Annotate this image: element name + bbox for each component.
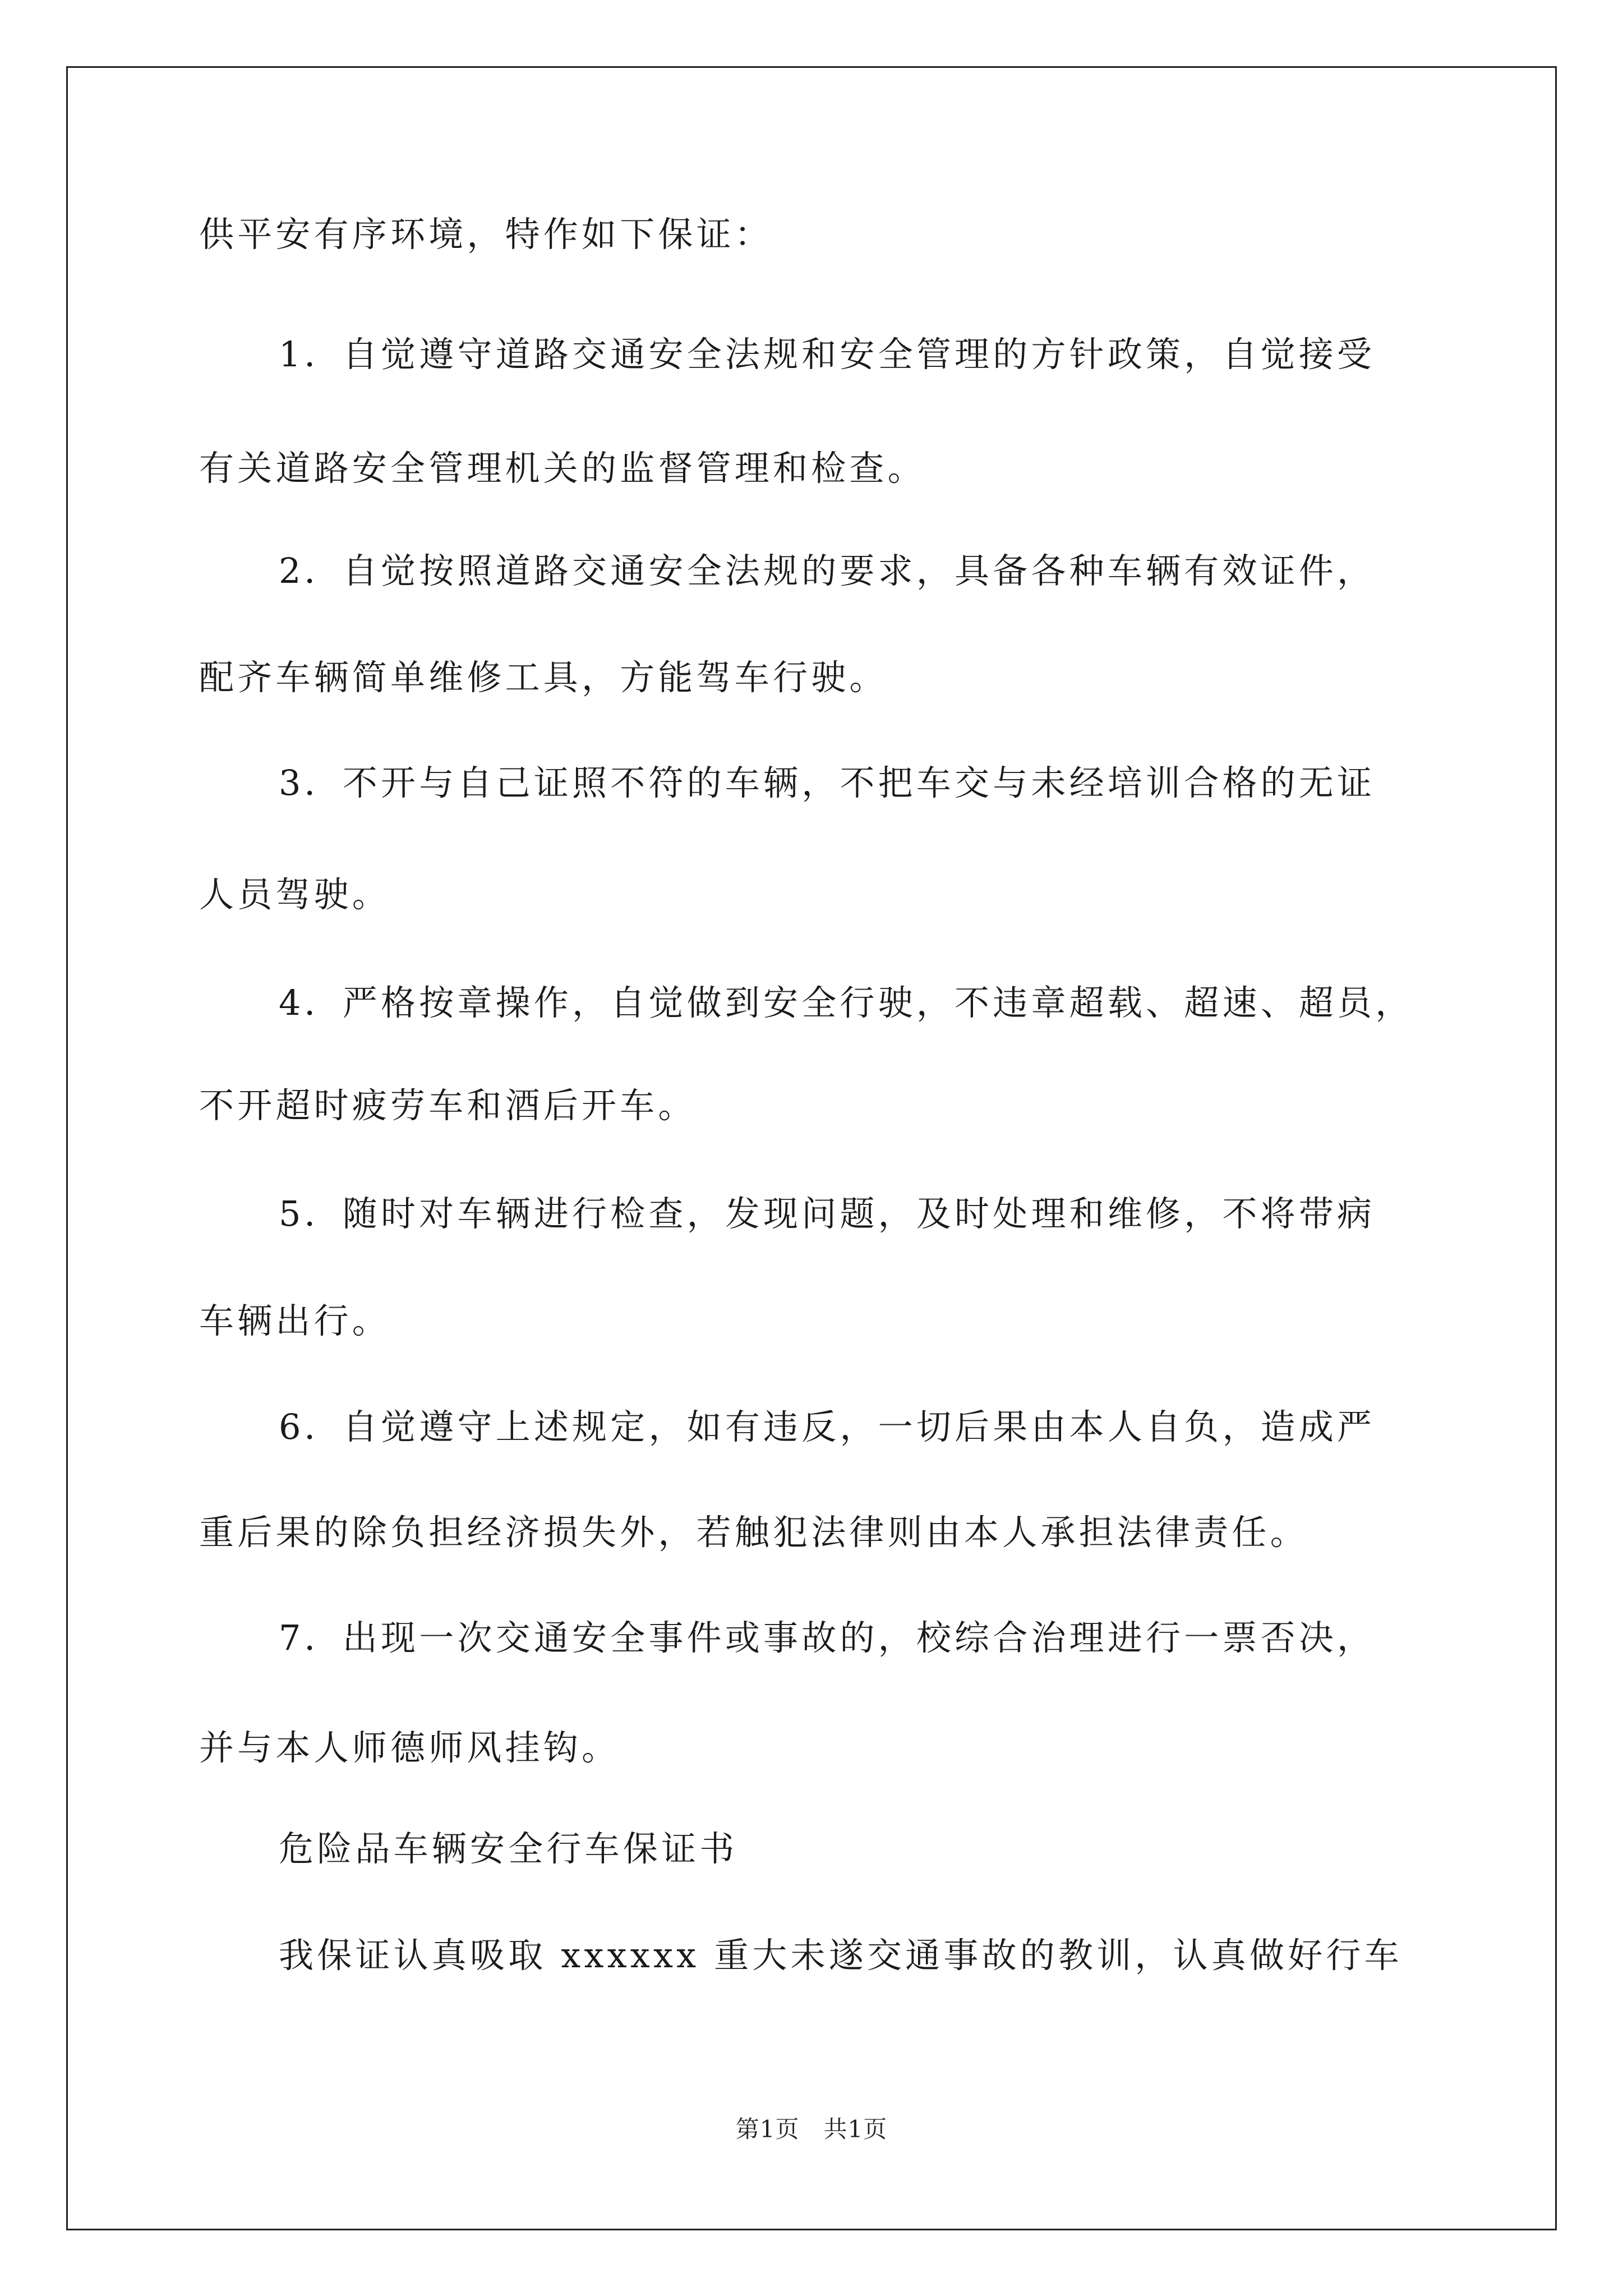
text-line: 7．出现一次交通安全事件或事故的，校综合治理进行一票否决， — [279, 1617, 1376, 1658]
text-line: 不开超时疲劳车和酒后开车。 — [199, 1085, 697, 1126]
text-line: 配齐车辆简单维修工具，方能驾车行驶。 — [199, 657, 888, 698]
section-heading: 危险品车辆安全行车保证书 — [279, 1828, 738, 1869]
text-line: 有关道路安全管理机关的监督管理和检查。 — [199, 448, 926, 489]
text-line: 4．严格按章操作，自觉做到安全行驶，不违章超载、超速、超员， — [279, 982, 1414, 1023]
text-line: 人员驾驶。 — [199, 874, 391, 915]
text-line: 3．不开与自己证照不符的车辆，不把车交与未经培训合格的无证 — [279, 762, 1376, 803]
text-line: 供平安有序环境，特作如下保证： — [199, 214, 773, 255]
text-line: 6．自觉遵守上述规定，如有违反，一切后果由本人自负，造成严 — [279, 1406, 1376, 1447]
text-line: 5．随时对车辆进行检查，发现问题，及时处理和维修，不将带病 — [279, 1193, 1376, 1234]
text-line: 我保证认真吸取 xxxxxx 重大未遂交通事故的教训，认真做好行车 — [279, 1935, 1403, 1976]
page-number: 第1页 共1页 — [735, 2115, 888, 2143]
text-line: 车辆出行。 — [199, 1300, 391, 1341]
page-border — [66, 66, 1557, 2230]
text-line: 1．自觉遵守道路交通安全法规和安全管理的方针政策，自觉接受 — [279, 334, 1376, 375]
text-line: 并与本人师德师风挂钩。 — [199, 1727, 620, 1768]
text-line: 2．自觉按照道路交通安全法规的要求，具备各种车辆有效证件， — [279, 550, 1376, 591]
text-line: 重后果的除负担经济损失外，若触犯法律则由本人承担法律责任。 — [199, 1512, 1308, 1553]
